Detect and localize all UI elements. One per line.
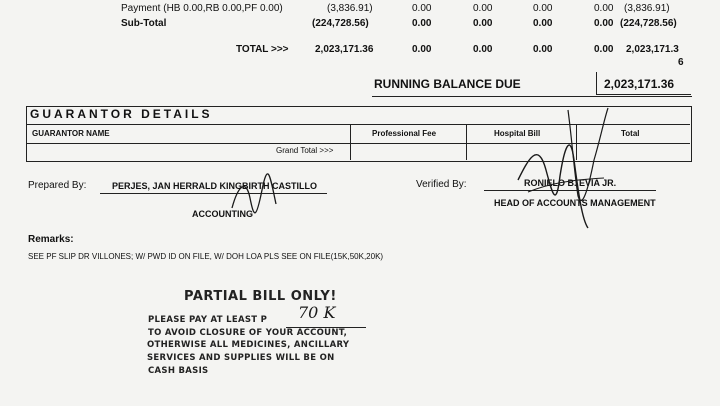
running-balance-value: 2,023,171.36 <box>604 77 675 91</box>
stamp-line-4: SERVICES AND SUPPLIES WILL BE ON <box>147 353 335 363</box>
verified-by-name: RONIELO B. EVIA JR. <box>484 178 656 191</box>
guarantor-header-name: GUARANTOR NAME <box>32 129 110 138</box>
remarks-text: SEE PF SLIP DR VILLONES; W/ PWD ID ON FILE, W/ DOH LOA PLS SEE ON FILE(15K,50K,20K) <box>28 252 384 261</box>
subtotal-value-4: 0.00 <box>533 18 553 29</box>
payment-value-1: (3,836.91) <box>327 3 373 14</box>
total-value-1: 2,023,171.36 <box>315 44 374 55</box>
total-value-5: 0.00 <box>594 44 614 55</box>
subtotal-label: Sub-Total <box>121 18 167 29</box>
total-value-4: 0.00 <box>533 44 553 55</box>
total-label: TOTAL >>> <box>236 44 289 55</box>
stamp-line-3: OTHERWISE ALL MEDICINES, ANCILLARY <box>147 340 350 350</box>
total-value-6-wrap: 6 <box>678 57 684 68</box>
verified-by-title: HEAD OF ACCOUNTS MANAGEMENT <box>494 198 656 208</box>
subtotal-value-2: 0.00 <box>412 18 432 29</box>
signature-mark-verified <box>508 100 618 240</box>
total-value-2: 0.00 <box>412 44 432 55</box>
stamp-line-5: CASH BASIS <box>148 366 209 376</box>
verified-by-label: Verified By: <box>416 179 467 190</box>
running-balance-label: RUNNING BALANCE DUE <box>374 77 521 91</box>
guarantor-col-divider-2 <box>466 124 467 160</box>
remarks-label: Remarks: <box>28 234 74 245</box>
prepared-by-label: Prepared By: <box>28 180 87 191</box>
stamp-handwritten-amount: 70 K <box>298 303 336 322</box>
payment-value-6: (3,836.91) <box>624 3 670 14</box>
stamp-line-1: PLEASE PAY AT LEAST P <box>148 315 268 325</box>
grand-total-label: Grand Total >>> <box>276 146 334 155</box>
guarantor-header-total: Total <box>621 129 640 138</box>
prepared-by-name: PERJES, JAN HERRALD KINGBIRTH CASTILLO <box>100 181 327 194</box>
stamp-line-2: TO AVOID CLOSURE OF YOUR ACCOUNT, <box>148 328 348 338</box>
guarantor-title: GUARANTOR DETAILS <box>30 107 213 121</box>
guarantor-col-divider-1 <box>350 124 351 160</box>
payment-value-5: 0.00 <box>594 3 614 14</box>
guarantor-header-hb: Hospital Bill <box>494 129 541 138</box>
payment-value-3: 0.00 <box>473 3 493 14</box>
guarantor-header-pf: Professional Fee <box>372 129 437 138</box>
subtotal-value-5: 0.00 <box>594 18 614 29</box>
subtotal-value-1: (224,728.56) <box>312 18 369 29</box>
total-value-3: 0.00 <box>473 44 493 55</box>
payment-label: Payment (HB 0.00,RB 0.00,PF 0.00) <box>121 3 283 14</box>
subtotal-value-6: (224,728.56) <box>620 18 677 29</box>
prepared-by-dept: ACCOUNTING <box>192 209 253 219</box>
signature-mark-prepared <box>226 168 286 228</box>
total-value-6: 2,023,171.3 <box>626 44 679 55</box>
running-balance-underline <box>372 96 692 97</box>
payment-value-4: 0.00 <box>533 3 553 14</box>
stamp-title: PARTIAL BILL ONLY! <box>184 289 337 304</box>
subtotal-value-3: 0.00 <box>473 18 493 29</box>
payment-value-2: 0.00 <box>412 3 432 14</box>
